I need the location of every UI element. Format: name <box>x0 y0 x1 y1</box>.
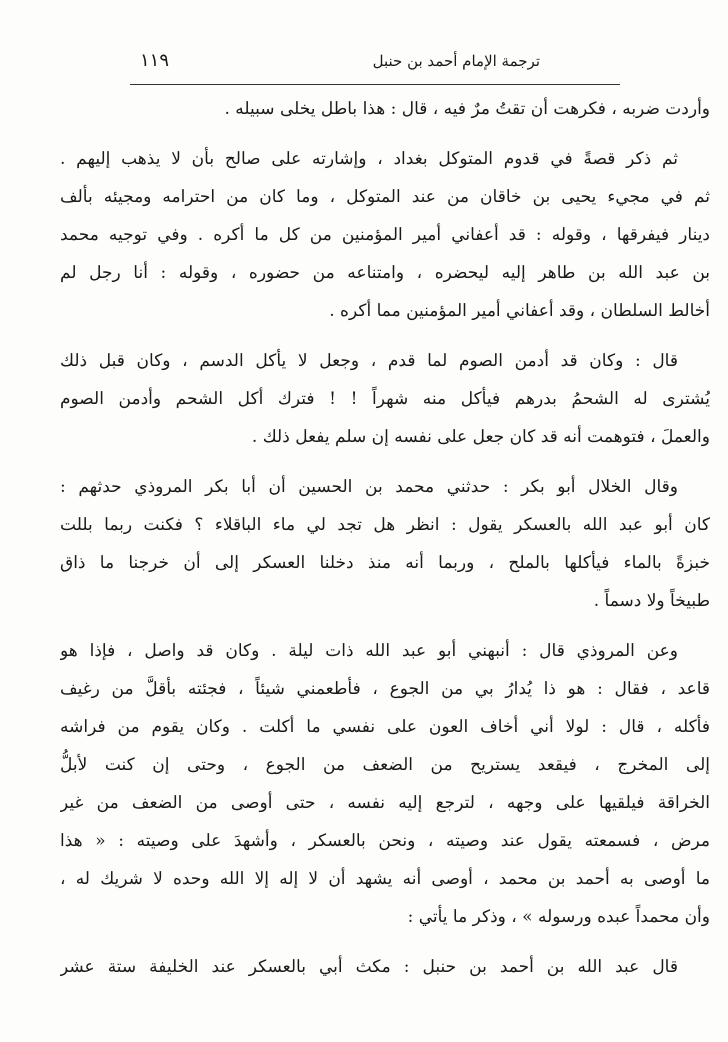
text-line: خبزةً بالماء فيأكلها بالملح ، وربما أنه منذ دخلنا العسكر إلى أن خرجنا ما ذاق <box>60 553 710 573</box>
page-number: ١١٩ <box>140 50 170 71</box>
text-line: فأكله ، قال : لولا أني أخاف العون على نفسي ما أكلت . وكان يقوم من فراشه <box>60 717 710 737</box>
paragraph-5 <box>60 632 710 936</box>
text-line: وعن المروذي قال : أنبهني أبو عبد الله ذات ليلة . وكان قد واصل ، فإذا هو <box>60 641 678 661</box>
text-line: وأن محمداً عبده ورسوله » ، وذكر ما يأتي : <box>407 907 710 927</box>
text-line: بن عبد الله بن طاهر إليه ليحضره ، وامتناعه من حضوره ، وقوله : أنا رجل لم <box>60 263 710 283</box>
text-line: قال : وكان قد أدمن الصوم لما قدم ، وجعل لا يأكل الدسم ، وكان قبل ذلك <box>60 351 678 371</box>
page-header <box>140 48 610 78</box>
text-line: وقال الخلال أبو بكر : حدثني محمد بن الحسين أن أبا بكر المروذي حدثهم : <box>60 477 678 497</box>
body-text <box>60 90 710 998</box>
text-line: دينار فيفرقها ، وقوله : قد أعفاني أمير المؤمنين من كل ما أكره . وفي توجيه محمد <box>60 225 710 245</box>
text-line: أخالط السلطان ، وقد أعفاني أمير المؤمنين مما أكره . <box>329 301 710 321</box>
text-line: قال عبد الله بن أحمد بن حنبل : مكث أبي بالعسكر عند الخليفة ستة عشر <box>60 957 678 977</box>
text-line: مرض ، فسمعته يقول عند وصيته ، ونحن بالعسكر ، وأشهدَ على وصيته : « هذا <box>60 831 710 851</box>
text-line: إلى المخرج ، فيقعد يستريح من الضعف من الجوع ، وحتى إن كنت لأبلُّ <box>60 755 710 775</box>
text-line: ما أوصى به أحمد بن محمد ، أوصى أنه يشهد أن لا إله إلا الله وحده لا شريك له ، <box>60 869 710 889</box>
text-line: وأردت ضربه ، فكرهت أن تقتُ مرٌ فيه ، قال : هذا باطل يخلى سبيله . <box>224 99 710 119</box>
header-divider <box>130 84 620 85</box>
paragraph-6 <box>60 948 710 986</box>
text-line: والعملَ ، فتوهمت أنه قد كان جعل على نفسه إن سلم يفعل ذلك . <box>251 427 710 447</box>
text-line: الخراقة فيلقيها على وجهه ، لترجع إليه نفسه ، حتى أوصى من الضعف من غير <box>60 793 710 813</box>
text-line: ثم في مجيء يحيى بن خاقان من عند المتوكل ، وما كان من احترامه ومجيئه بألف <box>60 187 710 207</box>
text-line: يُشترى له الشحمُ بدرهم فيأكل منه شهراً ! ! فترك أكل الشحم وأدمن الصوم <box>60 389 710 409</box>
paragraph-3 <box>60 342 710 456</box>
text-line: طبيخاً ولا دسماً . <box>593 591 710 611</box>
text-line: ثم ذكر قصةً في قدوم المتوكل بغداد ، وإشارته على صالح بأن لا يذهب إليهم . <box>60 149 678 169</box>
paragraph-1 <box>60 90 710 128</box>
text-line: قاعد ، فقال : هو ذا يُدارُ بي من الجوع ، فأطعمني شيئاً ، فجئته بأقلَّ من رغيف <box>60 679 710 699</box>
text-line: كان أبو عبد الله بالعسكر يقول : انظر هل تجد لي ماء الباقلاء ؟ فكنت ربما بللت <box>60 515 710 535</box>
paragraph-2 <box>60 140 710 330</box>
running-title: ترجمة الإمام أحمد بن حنبل <box>372 52 540 70</box>
paragraph-4 <box>60 468 710 620</box>
